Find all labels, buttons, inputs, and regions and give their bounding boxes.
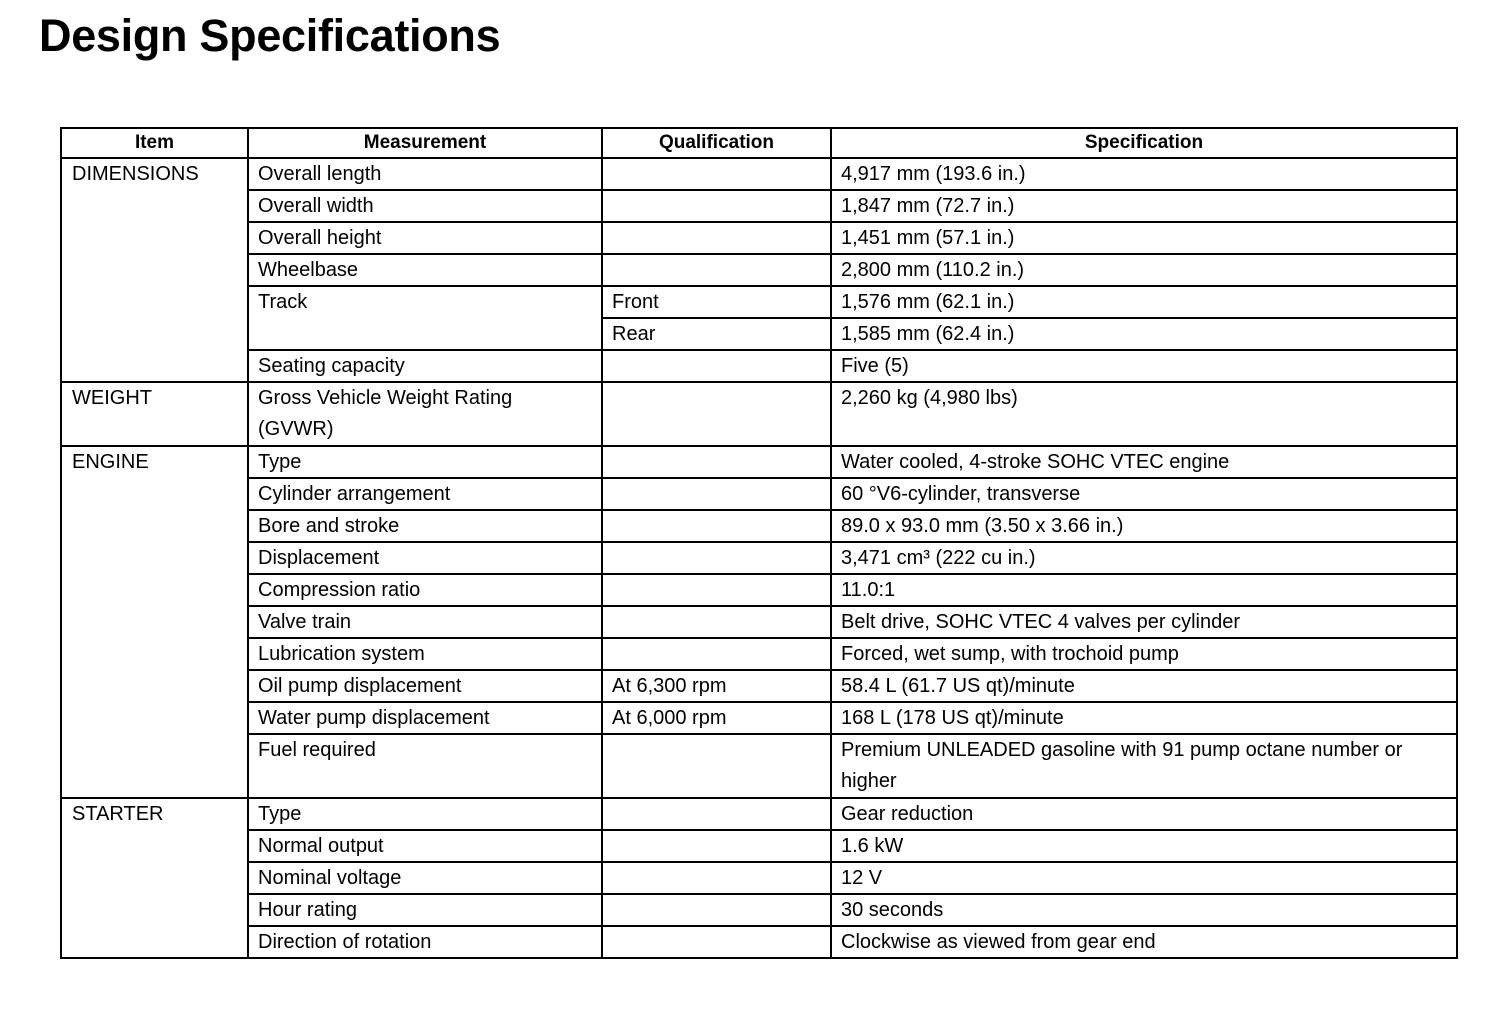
specification-cell: 30 seconds: [831, 894, 1457, 926]
measurement-cell: Fuel required: [248, 734, 602, 798]
table-row: [61, 574, 1457, 606]
item-cell: DIMENSIONS: [61, 158, 248, 382]
specification-cell: Premium UNLEADED gasoline with 91 pump octane number or higher: [831, 734, 1457, 798]
table-row: [61, 638, 1457, 670]
column-header-specification: Specification: [831, 128, 1457, 158]
specification-cell: 1.6 kW: [831, 830, 1457, 862]
table-row: [61, 926, 1457, 958]
specification-cell: Water cooled, 4-stroke SOHC VTEC engine: [831, 446, 1457, 478]
qualification-cell: [602, 542, 831, 574]
page-title: Design Specifications: [39, 10, 501, 61]
qualification-cell: Rear: [602, 318, 831, 350]
qualification-cell: [602, 382, 831, 446]
specification-cell: 2,260 kg (4,980 lbs): [831, 382, 1457, 446]
measurement-cell: Displacement: [248, 542, 602, 574]
qualification-cell: At 6,000 rpm: [602, 702, 831, 734]
specification-cell: Five (5): [831, 350, 1457, 382]
item-cell: ENGINE: [61, 446, 248, 798]
table-row: [61, 158, 1457, 190]
specification-cell: Forced, wet sump, with trochoid pump: [831, 638, 1457, 670]
measurement-cell: Seating capacity: [248, 350, 602, 382]
measurement-cell: Overall height: [248, 222, 602, 254]
measurement-cell: Track: [248, 286, 602, 350]
table-row: [61, 606, 1457, 638]
qualification-cell: [602, 830, 831, 862]
qualification-cell: [602, 734, 831, 798]
qualification-cell: [602, 862, 831, 894]
table-row: [61, 510, 1457, 542]
column-header-item: Item: [61, 128, 248, 158]
qualification-cell: [602, 926, 831, 958]
qualification-cell: [602, 190, 831, 222]
table-row: [61, 862, 1457, 894]
table-row: [61, 222, 1457, 254]
table-row: [61, 734, 1457, 798]
table-row: [61, 286, 1457, 318]
measurement-cell: Bore and stroke: [248, 510, 602, 542]
table-row: [61, 254, 1457, 286]
specification-cell: 1,576 mm (62.1 in.): [831, 286, 1457, 318]
measurement-cell: Compression ratio: [248, 574, 602, 606]
measurement-cell: Type: [248, 446, 602, 478]
qualification-cell: [602, 798, 831, 830]
measurement-cell: Overall length: [248, 158, 602, 190]
table-row: [61, 798, 1457, 830]
qualification-cell: [602, 222, 831, 254]
qualification-cell: [602, 158, 831, 190]
qualification-cell: Front: [602, 286, 831, 318]
specification-cell: 4,917 mm (193.6 in.): [831, 158, 1457, 190]
table-row: [61, 190, 1457, 222]
qualification-cell: [602, 350, 831, 382]
specification-cell: 3,471 cm³ (222 cu in.): [831, 542, 1457, 574]
qualification-cell: [602, 254, 831, 286]
specification-cell: 1,585 mm (62.4 in.): [831, 318, 1457, 350]
measurement-cell: Overall width: [248, 190, 602, 222]
measurement-cell: Lubrication system: [248, 638, 602, 670]
table-row: [61, 894, 1457, 926]
specification-cell: 1,451 mm (57.1 in.): [831, 222, 1457, 254]
column-header-measurement: Measurement: [248, 128, 602, 158]
measurement-cell: Wheelbase: [248, 254, 602, 286]
column-header-qualification: Qualification: [602, 128, 831, 158]
qualification-cell: [602, 510, 831, 542]
measurement-cell: Type: [248, 798, 602, 830]
table-row: [61, 702, 1457, 734]
qualification-cell: [602, 478, 831, 510]
specification-cell: 12 V: [831, 862, 1457, 894]
measurement-cell: Hour rating: [248, 894, 602, 926]
measurement-cell: Direction of rotation: [248, 926, 602, 958]
measurement-cell: Cylinder arrangement: [248, 478, 602, 510]
table-row: [61, 670, 1457, 702]
qualification-cell: [602, 894, 831, 926]
qualification-cell: [602, 638, 831, 670]
item-cell: STARTER: [61, 798, 248, 958]
specifications-table: [60, 127, 1458, 959]
specification-cell: 58.4 L (61.7 US qt)/minute: [831, 670, 1457, 702]
specification-cell: 89.0 x 93.0 mm (3.50 x 3.66 in.): [831, 510, 1457, 542]
specification-cell: 168 L (178 US qt)/minute: [831, 702, 1457, 734]
table-header-row: [61, 128, 1457, 158]
specification-cell: Gear reduction: [831, 798, 1457, 830]
measurement-cell: Gross Vehicle Weight Rating (GVWR): [248, 382, 602, 446]
table-row: [61, 446, 1457, 478]
item-cell: WEIGHT: [61, 382, 248, 446]
table-row: [61, 542, 1457, 574]
measurement-cell: Normal output: [248, 830, 602, 862]
specification-cell: 11.0:1: [831, 574, 1457, 606]
specification-cell: Clockwise as viewed from gear end: [831, 926, 1457, 958]
measurement-cell: Valve train: [248, 606, 602, 638]
table-row: [61, 478, 1457, 510]
measurement-cell: Nominal voltage: [248, 862, 602, 894]
qualification-cell: [602, 574, 831, 606]
specification-cell: 1,847 mm (72.7 in.): [831, 190, 1457, 222]
specification-cell: 60 °V6-cylinder, transverse: [831, 478, 1457, 510]
measurement-cell: Oil pump displacement: [248, 670, 602, 702]
table-row: [61, 350, 1457, 382]
table-row: [61, 830, 1457, 862]
table-row: [61, 382, 1457, 446]
measurement-cell: Water pump displacement: [248, 702, 602, 734]
qualification-cell: [602, 446, 831, 478]
specification-cell: 2,800 mm (110.2 in.): [831, 254, 1457, 286]
specification-cell: Belt drive, SOHC VTEC 4 valves per cylinder: [831, 606, 1457, 638]
qualification-cell: [602, 606, 831, 638]
qualification-cell: At 6,300 rpm: [602, 670, 831, 702]
